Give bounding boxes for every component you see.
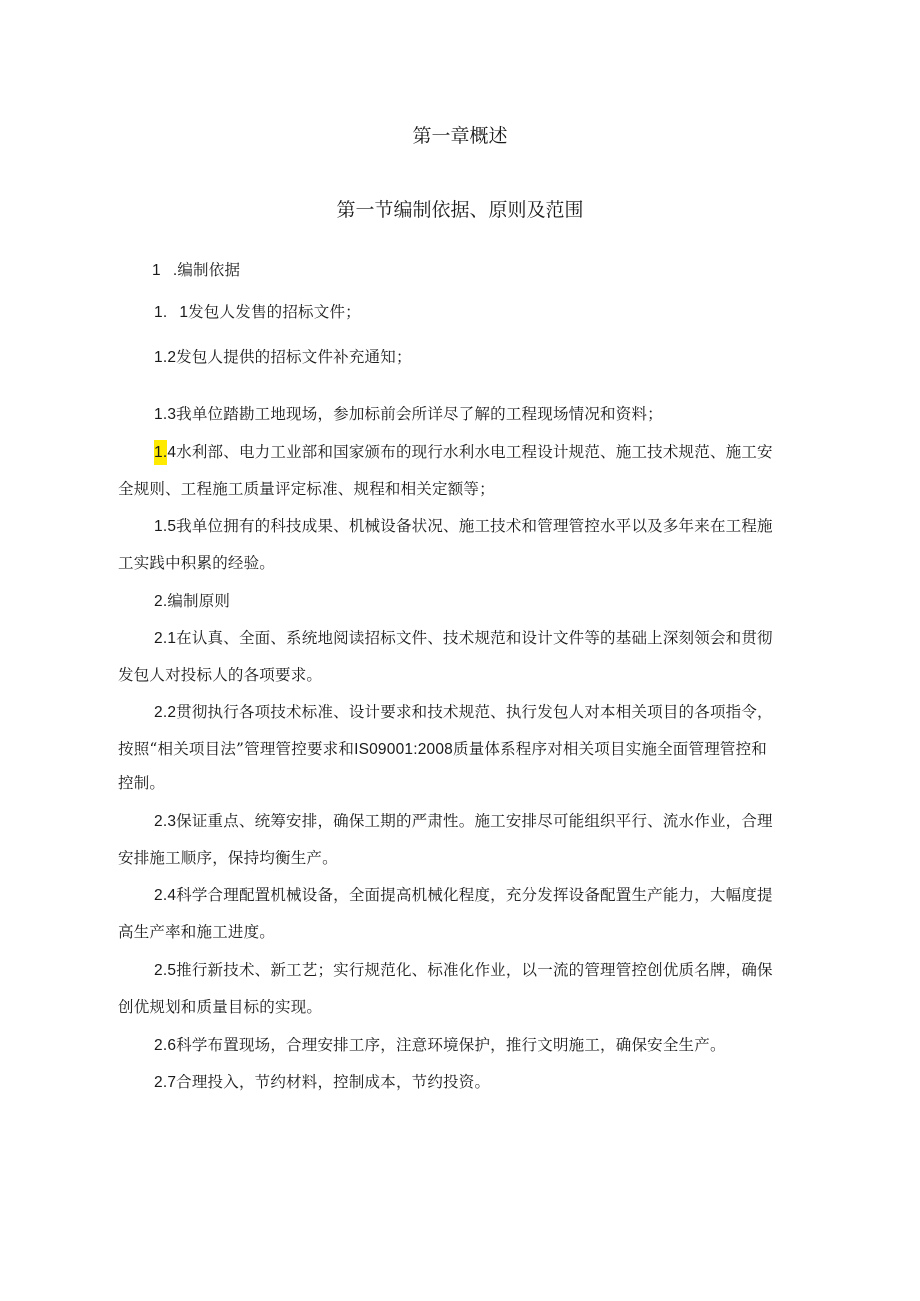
basis-item-2-text: 发包人提供的招标文件补充通知；	[176, 348, 412, 366]
basis-item-4-line-2: 全规则、工程施工质量评定标准、规程和相关定额等；	[118, 480, 495, 498]
basis-heading-text: 编制依据	[177, 261, 241, 279]
basis-item-4-highlighted-number: 1.	[154, 440, 167, 465]
principle-4	[154, 885, 773, 906]
basis-item-4-line-1: 水利部、电力工业部和国家颁布的现行水利水电工程设计规范、施工技术规范、施工安	[176, 443, 773, 461]
basis-item-2-number: 1.2	[154, 349, 177, 366]
principle-3	[154, 811, 773, 832]
basis-item-5-number: 1.5	[154, 518, 177, 535]
principle-5-number: 2.5	[154, 962, 177, 979]
principle-3-line-1: 保证重点、统筹安排，确保工期的严肃性。施工安排尽可能组织平行、流水作业，合理	[176, 812, 773, 830]
principles-heading-number: 2.	[154, 593, 168, 610]
principle-2-line-1: 贯彻执行各项技术标准、设计要求和技术规范、执行发包人对本相关项目的各项指令，	[176, 703, 773, 721]
principle-2-number: 2.2	[154, 704, 177, 721]
basis-heading	[152, 260, 240, 281]
principle-2-line-2-start: 按照“相关项目法”管理管控要求和	[118, 740, 355, 758]
principle-1	[154, 628, 773, 649]
principles-heading-text: 编制原则	[167, 592, 231, 610]
principle-1-number: 2.1	[154, 630, 177, 647]
basis-item-1-number-b: 1	[179, 304, 189, 321]
basis-item-1-text: 发包人发售的招标文件；	[188, 303, 361, 321]
principle-6-line-1: 科学布置现场，合理安排工序，注意环境保护，推行文明施工，确保安全生产。	[176, 1036, 726, 1054]
principle-5	[154, 960, 773, 981]
principle-4-line-2: 高生产率和施工进度。	[118, 923, 276, 941]
principle-6-number: 2.6	[154, 1037, 177, 1054]
basis-item-2	[154, 347, 412, 368]
principle-5-line-1: 推行新技术、新工艺；实行规范化、标准化作业，以一流的管理管控创优质名牌，确保	[176, 961, 773, 979]
principle-2-line-2	[118, 739, 767, 760]
principle-2-line-3: 控制。	[118, 774, 166, 792]
basis-item-4	[154, 442, 773, 463]
principle-3-number: 2.3	[154, 813, 177, 830]
principle-2-line-2-end: 质量体系程序对相关项目实施全面管理管控和	[453, 740, 768, 758]
principle-7-number: 2.7	[154, 1074, 177, 1091]
section-title: 第一节编制依据、原则及范围	[336, 199, 584, 221]
basis-item-5-line-2: 工实践中积累的经验。	[118, 554, 276, 572]
basis-item-1-number-a: 1.	[154, 304, 168, 321]
principle-1-line-2: 发包人对投标人的各项要求。	[118, 666, 323, 684]
principle-2-iso-code: IS09001:2008	[354, 741, 453, 758]
principle-2	[154, 702, 773, 723]
basis-item-5-line-1: 我单位拥有的科技成果、机械设备状况、施工技术和管理管控水平以及多年来在工程施	[176, 517, 773, 535]
basis-item-1	[154, 302, 361, 323]
basis-item-3	[154, 404, 663, 425]
principle-5-line-2: 创优规划和质量目标的实现。	[118, 998, 323, 1016]
principle-7-line-1: 合理投入，节约材料，控制成本，节约投资。	[176, 1073, 491, 1091]
principle-6	[154, 1035, 726, 1056]
principle-4-line-1: 科学合理配置机械设备，全面提高机械化程度，充分发挥设备配置生产能力，大幅度提	[176, 886, 773, 904]
basis-heading-number: 1	[152, 262, 161, 279]
basis-item-5	[154, 516, 773, 537]
basis-heading-dot: .	[172, 262, 178, 279]
chapter-title: 第一章概述	[412, 125, 508, 147]
principle-1-line-1: 在认真、全面、系统地阅读招标文件、技术规范和设计文件等的基础上深刻领会和贯彻	[176, 629, 773, 647]
basis-item-4-number-rest: 4	[167, 444, 177, 461]
basis-item-3-number: 1.3	[154, 406, 177, 423]
principles-heading	[154, 591, 230, 612]
principle-3-line-2: 安排施工顺序，保持均衡生产。	[118, 849, 338, 867]
principle-4-number: 2.4	[154, 887, 177, 904]
principle-7	[154, 1072, 490, 1093]
basis-item-3-text: 我单位踏勘工地现场，参加标前会所详尽了解的工程现场情况和资料；	[176, 405, 663, 423]
